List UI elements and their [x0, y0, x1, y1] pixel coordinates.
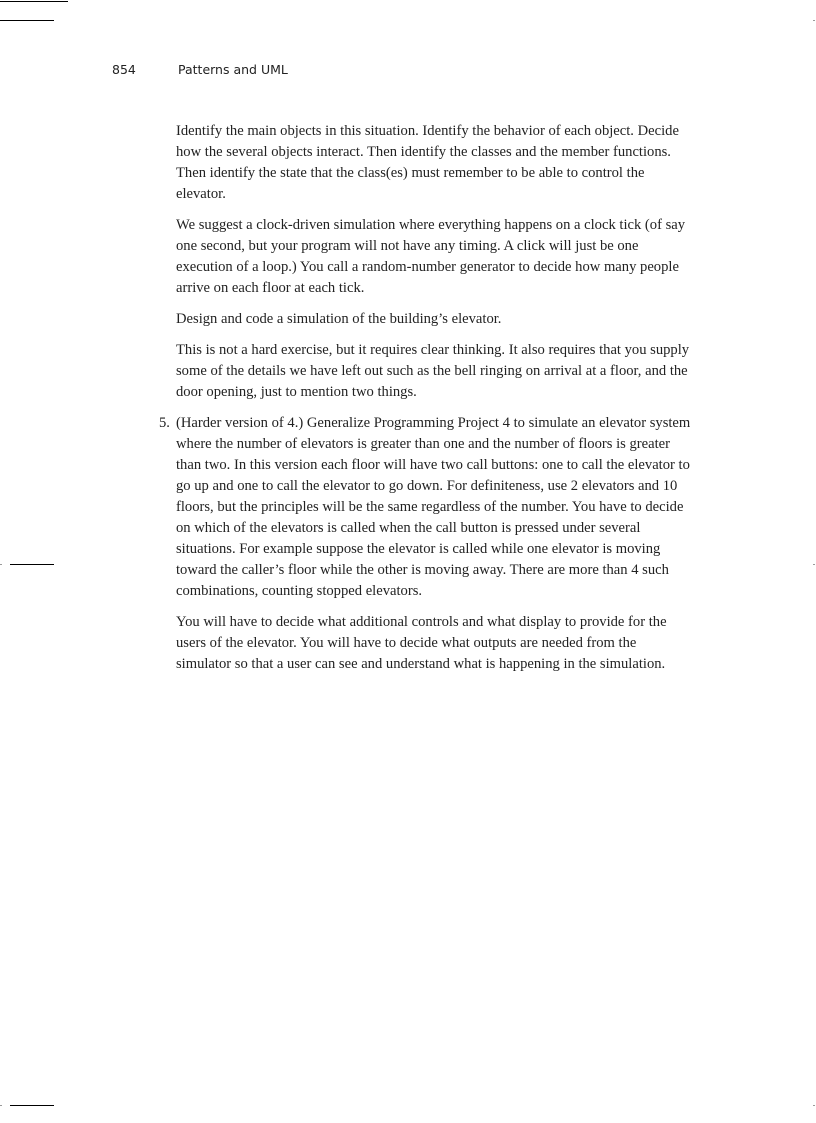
- body-text: [159, 121, 692, 685]
- paragraph-clear-thinking: This is not a hard exercise, but it requires clear thinking. It also requires that you supply some of the details we have left out such as the bell ringing on arrival at a floor, and the door opening, just to mention two things.: [176, 342, 690, 400]
- crop-dot-bottom-right: [813, 1105, 815, 1106]
- item-text: (Harder version of 4.) Generalize Programming Project 4 to simulate an elevator system where the number of elevators is greater than one and the number of floors is greater than two. In this version each floor will have two call buttons: one to call the elevator to go up and one to call the elevator to go down. For definiteness, use 2 elevators and 10 floors, but the principles will be the same regardless of the number. You have to decide on which of the elevators is called when the call button is pressed under several situations. For example suppose the elevator is called while one elevator is moving toward the caller’s floor while the other is moving away. There are more than 4 such combinations, counting stopped elevators.: [176, 415, 691, 599]
- paragraph-identify-objects: Identify the main objects in this situation. Identify the behavior of each object. Decide how the several objects interact. Then identify the classes and the member functions. Then identify the state that the class(es) must remember to be able to control the elevator.: [176, 123, 679, 202]
- crop-dot-bottom-left: [0, 1105, 2, 1106]
- numbered-item-5: [159, 413, 692, 602]
- crop-dot-top-right: [813, 20, 815, 21]
- crop-mark-bottom-left: [10, 1105, 54, 1106]
- crop-mark-top-left: [0, 1, 68, 2]
- paragraph-clock-driven: We suggest a clock-driven simulation where everything happens on a clock tick (of say one second, but your program will not have any timing. A click will just be one execution of a loop.) You call a random-number generator to decide how many people arrive on each floor at each tick.: [176, 217, 686, 296]
- crop-dot-middle-left: [0, 564, 2, 565]
- item-number: 5.: [159, 415, 170, 431]
- page-number: 854: [112, 62, 136, 77]
- crop-mark-middle-left: [10, 564, 54, 565]
- running-head: [112, 62, 288, 77]
- crop-mark-top-left-inner: [0, 20, 54, 21]
- running-title: Patterns and UML: [178, 62, 288, 77]
- paragraph-additional-controls: You will have to decide what additional controls and what display to provide for the users of the elevator. You will have to decide what outputs are needed from the simulator so that a user can see and understand what is happening in the simulation.: [176, 614, 667, 672]
- crop-dot-middle-right: [813, 564, 815, 565]
- paragraph-design-code: Design and code a simulation of the building’s elevator.: [176, 311, 502, 327]
